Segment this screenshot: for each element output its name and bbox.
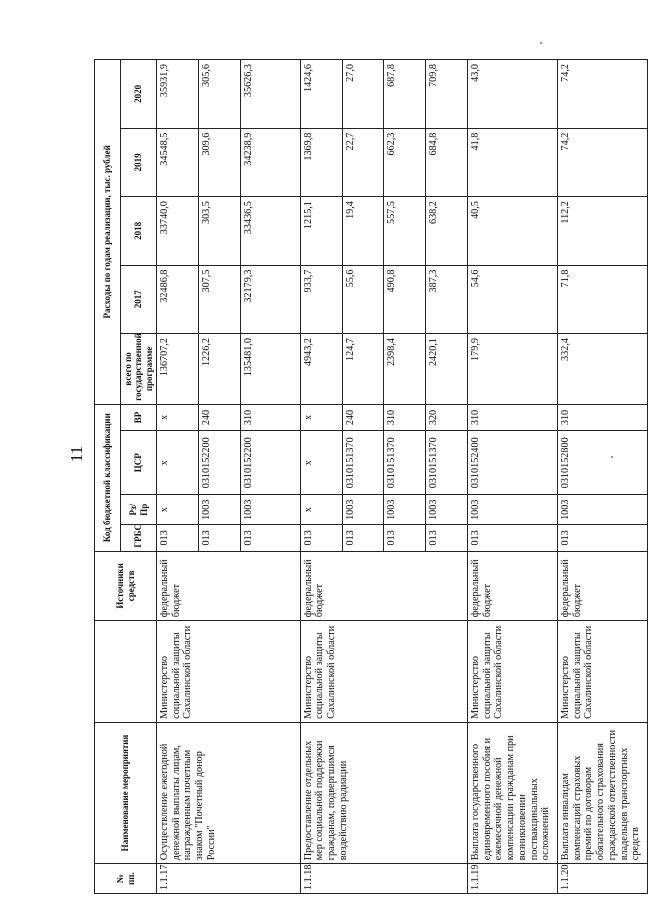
cell-grbs: 013	[342, 525, 384, 552]
cell-2018: 1215,1	[300, 197, 342, 265]
row-source: федеральный бюджет	[300, 551, 467, 621]
cell-2020: 1424,6	[300, 60, 342, 129]
cell-vr: x	[300, 404, 342, 431]
cell-2018: 33436,5	[240, 197, 300, 265]
cell-vr: x	[157, 404, 199, 431]
cell-2018: 40,5	[468, 197, 558, 265]
table-row	[468, 60, 558, 894]
cell-csr: x	[157, 431, 199, 495]
cell-2019: 41,8	[468, 128, 558, 196]
cell-vr: 310	[468, 404, 558, 431]
cell-grbs: 013	[468, 525, 558, 552]
cell-csr: 0310152200	[240, 431, 300, 495]
cell-2017: 55,6	[342, 265, 384, 333]
row-name: Осуществление ежегодной денежной выплаты лицам, награжденным почетным знаком "Почетный донор России"	[157, 722, 301, 863]
row-executor: Министерство социальной защиты Сахалинской области	[300, 621, 467, 723]
cell-grbs: 013	[157, 525, 199, 552]
header-executor	[95, 621, 157, 723]
cell-vr: 240	[198, 404, 240, 431]
row-num: 1.1.20.	[558, 864, 648, 894]
cell-2020: 305,6	[198, 60, 240, 129]
cell-rzpr: 1003	[198, 495, 240, 525]
cell-grbs: 013	[240, 525, 300, 552]
cell-2017: 71,8	[558, 265, 648, 333]
row-num: 1.1.17.	[157, 864, 301, 894]
cell-rzpr: x	[157, 495, 199, 525]
cell-2018: 638,2	[426, 197, 468, 265]
cell-rzpr: x	[300, 495, 342, 525]
cell-2019: 74,2	[558, 128, 648, 196]
header-rzpr: Рз/ Пр	[121, 495, 157, 525]
cell-2017: 32179,3	[240, 265, 300, 333]
cell-2019: 1369,8	[300, 128, 342, 196]
rotated-table-container	[94, 59, 648, 894]
row-source: федеральный бюджет	[468, 551, 558, 621]
header-2018: 2018	[121, 197, 157, 265]
cell-2020: 74,2	[558, 60, 648, 129]
cell-2019: 22,7	[342, 128, 384, 196]
cell-csr: 0310151370	[342, 431, 384, 495]
cell-rzpr: 1003	[384, 495, 426, 525]
cell-2017: 307,5	[198, 265, 240, 333]
cell-2019: 309,6	[198, 128, 240, 196]
cell-rzpr: 1003	[342, 495, 384, 525]
cell-vr: 310	[384, 404, 426, 431]
cell-2018: 33740,0	[157, 197, 199, 265]
cell-csr: 0310151370	[426, 431, 468, 495]
cell-2020: 687,8	[384, 60, 426, 129]
cell-grbs: 013	[300, 525, 342, 552]
scan-speck	[611, 456, 613, 458]
cell-2018: 303,5	[198, 197, 240, 265]
row-name: Предоставление отдельных мер социальной поддержки гражданам, подвергшимся воздействию радиации	[300, 722, 467, 863]
cell-total: 4943,2	[300, 334, 342, 405]
cell-2017: 32486,8	[157, 265, 199, 333]
row-name: Выплата инвалидам компенсаций страховых премий по договорам обязательного страхования гражданской ответственности владельцев транспортных средств	[558, 722, 648, 863]
cell-csr: 0310151370	[384, 431, 426, 495]
cell-vr: 320	[426, 404, 468, 431]
header-grbs: ГРБС	[121, 525, 157, 552]
cell-total: 2420,1	[426, 334, 468, 405]
cell-rzpr: 1003	[426, 495, 468, 525]
row-executor: Министерство социальной защиты Сахалинской области	[558, 621, 648, 723]
cell-2018: 19,4	[342, 197, 384, 265]
row-source: федеральный бюджет	[157, 551, 301, 621]
cell-2019: 34548,5	[157, 128, 199, 196]
header-name: Наименование мероприятия	[95, 722, 157, 863]
table-row	[157, 60, 199, 894]
cell-2017: 490,8	[384, 265, 426, 333]
cell-vr: 310	[558, 404, 648, 431]
header-num: № пп.	[95, 864, 157, 894]
cell-csr: 0310152200	[198, 431, 240, 495]
cell-2019: 34238,9	[240, 128, 300, 196]
cell-rzpr: 1003	[558, 495, 648, 525]
header-expenses-group: Расходы по годам реализации, тыс. рублей	[95, 60, 121, 405]
cell-total: 179,9	[468, 334, 558, 405]
cell-2019: 684,8	[426, 128, 468, 196]
row-name: Выплата государственного единовременного пособия и ежемесячной денежной компенсации гражданам при возникновении поствакцинальных осложнений	[468, 722, 558, 863]
header-2019: 2019	[121, 128, 157, 196]
page-number: 11	[67, 445, 86, 463]
row-num: 1.1.19.	[468, 864, 558, 894]
header-total: всего по государственной программе	[121, 334, 157, 405]
budget-table	[94, 59, 648, 894]
row-executor: Министерство социальной защиты Сахалинской области	[468, 621, 558, 723]
cell-total: 136707,2	[157, 334, 199, 405]
cell-total: 332,4	[558, 334, 648, 405]
cell-csr: x	[300, 431, 342, 495]
cell-rzpr: 1003	[468, 495, 558, 525]
cell-vr: 240	[342, 404, 384, 431]
row-source: федеральный бюджет	[558, 551, 648, 621]
cell-grbs: 013	[426, 525, 468, 552]
cell-2018: 112,2	[558, 197, 648, 265]
header-2017: 2017	[121, 265, 157, 333]
cell-total: 1226,2	[198, 334, 240, 405]
row-executor: Министерство социальной защиты Сахалинской области	[157, 621, 301, 723]
header-source: Источники средств	[95, 551, 157, 621]
cell-grbs: 013	[384, 525, 426, 552]
cell-csr: 0310152400	[468, 431, 558, 495]
header-2020: 2020	[121, 60, 157, 129]
cell-grbs: 013	[558, 525, 648, 552]
cell-total: 124,7	[342, 334, 384, 405]
cell-2020: 43,0	[468, 60, 558, 129]
cell-2020: 27,0	[342, 60, 384, 129]
table-row	[300, 60, 342, 894]
cell-2020: 35931,9	[157, 60, 199, 129]
cell-rzpr: 1003	[240, 495, 300, 525]
cell-2017: 54,6	[468, 265, 558, 333]
header-vr: ВР	[121, 404, 157, 431]
row-num: 1.1.18.	[300, 864, 467, 894]
header-kbk-group: Код бюджетной классификации	[95, 404, 121, 551]
cell-vr: 310	[240, 404, 300, 431]
cell-2017: 387,3	[426, 265, 468, 333]
cell-2019: 662,3	[384, 128, 426, 196]
cell-total: 135481,0	[240, 334, 300, 405]
cell-total: 2398,4	[384, 334, 426, 405]
cell-2020: 35626,3	[240, 60, 300, 129]
cell-2017: 933,7	[300, 265, 342, 333]
cell-csr: 0310152800	[558, 431, 648, 495]
cell-2018: 557,5	[384, 197, 426, 265]
table-row	[558, 60, 648, 894]
header-csr: ЦСР	[121, 431, 157, 495]
scan-speck	[540, 42, 542, 44]
cell-2020: 709,8	[426, 60, 468, 129]
cell-grbs: 013	[198, 525, 240, 552]
